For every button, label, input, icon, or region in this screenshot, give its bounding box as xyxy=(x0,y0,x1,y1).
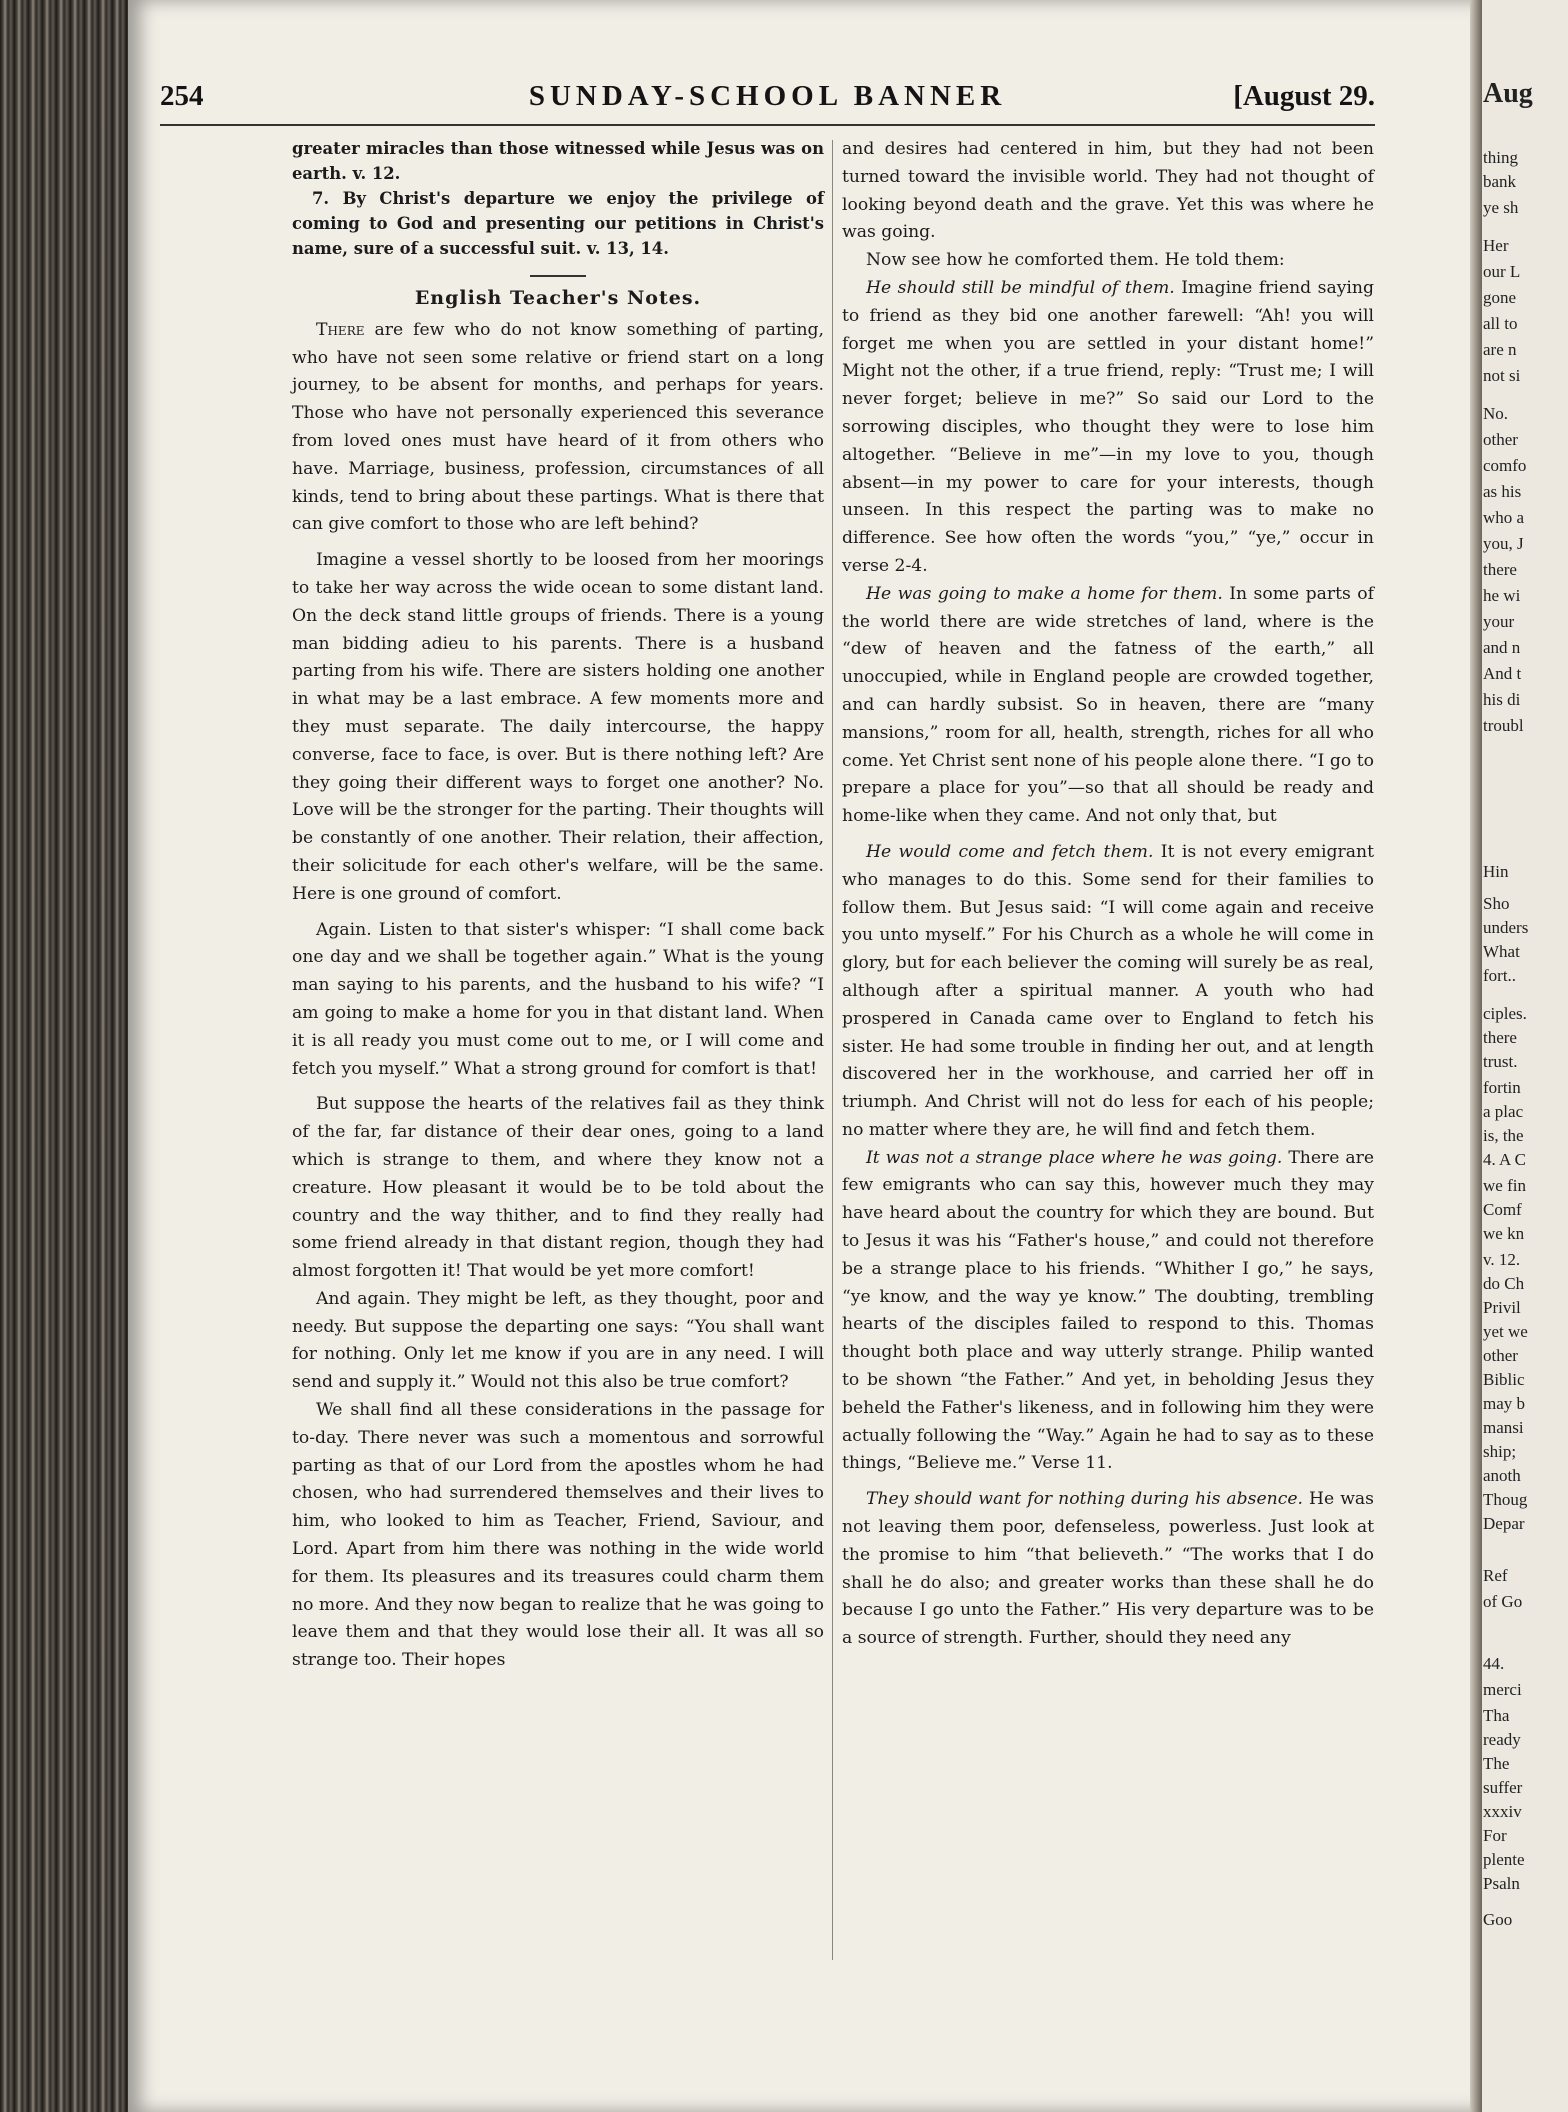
running-title: SUNDAY-SCHOOL BANNER xyxy=(528,80,1007,112)
facing-page-fragment: v. 12. xyxy=(1483,1250,1521,1269)
paragraph-text: He was not leaving them poor, defenseless, powerless. Just look at the promise to him “that believeth.” “The works that I do shall he do also; and greater works than these shall he do because I go unto the Father.” His very departure was to be a source of strength. Further, should they need any xyxy=(842,1489,1374,1649)
paragraph: But suppose the hearts of the relatives fail as they think of the far, far distance of their dear ones, going to a land which is strange to them, and where they know not a creature. How pleasant it would be to be told about the country and the way thither, and to find they really had some friend already in that distant region, though they had almost forgotten it! That would be yet more comfort! xyxy=(292,1094,824,1282)
facing-page-fragment: anoth xyxy=(1483,1466,1521,1485)
facing-page-fragment: Thoug xyxy=(1483,1490,1528,1509)
facing-page-fragment: ye sh xyxy=(1483,198,1519,217)
paragraph-text: It is not every emigrant who manages to do this. Some send for their families to follow them. But Jesus said: “I will come again and receive you unto myself.” For his Church as a whole he will come in glory, but for each believer the coming will surely be as real, although after a spiritual manner. A youth who had prospered in Canada came over to England to fetch his sister. He had some trouble in finding her out, and at length discovered her in the workhouse, and carried her off in triumph. And Christ will not do less for each of his people; no matter where they are, he will find and fetch them. xyxy=(842,841,1374,1140)
facing-page-fragment: fort.. xyxy=(1483,966,1517,985)
facing-page-fragment: of Go xyxy=(1483,1592,1523,1611)
lead-in: He would come and fetch them. xyxy=(866,841,1154,862)
paragraph xyxy=(842,1486,1374,1653)
facing-page-fragment: may b xyxy=(1483,1394,1526,1413)
facing-page-fragment: as his xyxy=(1483,482,1522,501)
facing-page-fragment: thing xyxy=(1483,148,1518,167)
facing-page-fragment: we fin xyxy=(1483,1176,1526,1195)
paragraph xyxy=(842,1145,1374,1479)
header-rule xyxy=(160,124,1375,126)
lead-in: They should want for nothing during his absence. xyxy=(866,1489,1304,1510)
facing-page-fragment: xxxiv xyxy=(1483,1802,1522,1821)
facing-page-fragment: The xyxy=(1483,1754,1510,1773)
paragraph-text: There are few emigrants who can say this, however much they may have heard about the country for which they are bound. But to Jesus it was his “Father's house,” and could not therefore be a strange place to his friends. “Whither I go,” he says, “ye know, and the way ye know.” The doubting, trembling hearts of the disciples failed to respond to this. Thomas thought both place and way utterly strange. Philip wanted to be shown “the Father.” And yet, in beholding Jesus they beheld the Father's likeness, and in following him they were actually following the “Way.” Again he had to say as to these things, “Believe me.” Verse 11. xyxy=(842,1147,1374,1474)
facing-page-fragment: Her xyxy=(1483,236,1509,255)
lead-in: He should still be mindful of them. xyxy=(866,277,1175,298)
facing-page-fragment: Tha xyxy=(1483,1706,1510,1725)
facing-page-fragment: Depar xyxy=(1483,1514,1525,1533)
facing-page-fragment: he wi xyxy=(1483,586,1521,605)
facing-page-fragment: 4. A C xyxy=(1483,1150,1526,1169)
facing-page-fragment: do Ch xyxy=(1483,1274,1525,1293)
facing-page-fragment: is, the xyxy=(1483,1126,1524,1145)
paragraph: Again. Listen to that sister's whisper: “I shall come back one day and we shall be together again.” What is the young man saying to his parents, and the husband to his wife? “I am going to make a home for you in that distant land. When it is all ready you must come out to me, or I will come and fetch you myself.” What a strong ground for comfort is that! xyxy=(292,919,824,1079)
paragraph: and desires had centered in him, but they had not been turned toward the invisible world. They had not thought of looking beyond death and the grave. Yet this was where he was going. xyxy=(842,139,1374,243)
facing-page-fragment: gone xyxy=(1483,288,1517,307)
header-date: [August 29. xyxy=(1233,80,1375,112)
facing-page-fragment: merci xyxy=(1483,1680,1522,1699)
facing-page-fragment: other xyxy=(1483,430,1518,449)
left-column xyxy=(292,136,824,1675)
facing-page-fragment: Comf xyxy=(1483,1200,1522,1219)
facing-page-fragment: there xyxy=(1483,560,1517,579)
facing-page-fragment: fortin xyxy=(1483,1078,1521,1097)
paragraph: greater miracles than those witnessed while Jesus was on earth. v. 12. xyxy=(292,139,824,183)
facing-page-fragment: For xyxy=(1483,1826,1507,1845)
paragraph-text: are few who do not know something of parting, who have not seen some relative or friend start on a long journey, to be absent for months, and perhaps for years. Those who have not personally experienced this severance from loved ones must have heard of it from others who have. Marriage, business, profession, circumstances of all kinds, tend to bring about these partings. What is there that can give comfort to those who are left behind? xyxy=(292,319,824,535)
facing-page-fragment: you, J xyxy=(1483,534,1524,553)
paragraph xyxy=(842,581,1374,831)
facing-page-fragment: ciples. xyxy=(1483,1004,1527,1023)
facing-page-fragment: Psaln xyxy=(1483,1874,1520,1893)
facing-page-fragment: trust. xyxy=(1483,1052,1518,1071)
facing-page-fragment: other xyxy=(1483,1346,1518,1365)
facing-page-fragment: his di xyxy=(1483,690,1521,709)
section-rule xyxy=(530,275,586,277)
facing-page-fragment: mansi xyxy=(1483,1418,1524,1437)
paragraph-text: Imagine friend saying to friend as they bid one another farewell: “Ah! you will forget me when you are settled in your distant home!” Might not the other, if a true friend, reply: “Trust me; I will never forget; believe in me?” So said our Lord to the sorrowing disciples, who thought they were to lose him altogether. “Believe in me”—in my love to you, though absent—in my power to care for your interests, though unseen. In this respect the parting was to make no difference. See how often the words “you,” “ye,” occur in verse 2-4. xyxy=(842,277,1374,576)
right-column xyxy=(842,136,1374,1653)
column-divider xyxy=(832,140,833,1960)
lead-in: He was going to make a home for them. xyxy=(866,583,1223,604)
lead-in: It was not a strange place where he was going. xyxy=(866,1147,1283,1168)
paragraph: Imagine a vessel shortly to be loosed from her moorings to take her way across the wide ocean to some distant land. On the deck stand little groups of friends. There is a young man bidding adieu to his parents. There is a husband parting from his wife. There are sisters holding one another in what may be a last embrace. A few moments more and they must separate. The daily intercourse, the happy converse, face to face, is over. But is there nothing left? Are they going their different ways to forget one another? No. Love will be the stronger for the parting. Their thoughts will be constantly of one another. Their relation, their affection, their solicitude for each other's welfare, will be the same. Here is one ground of comfort. xyxy=(292,550,824,904)
facing-page-fragment: a plac xyxy=(1483,1102,1524,1121)
facing-page-fragment: Biblic xyxy=(1483,1370,1525,1389)
facing-page-fragment: there xyxy=(1483,1028,1517,1047)
paragraph: 7. By Christ's departure we enjoy the privilege of coming to God and presenting our petitions in Christ's name, sure of a successful suit. v. 13, 14. xyxy=(292,189,824,258)
facing-page-fragment: yet we xyxy=(1483,1322,1528,1341)
paragraph xyxy=(842,839,1374,1145)
facing-page-fragment: we kn xyxy=(1483,1224,1525,1243)
page-gutter xyxy=(1470,0,1482,2112)
paragraph xyxy=(292,317,824,539)
facing-page-fragment: and n xyxy=(1483,638,1521,657)
facing-page-fragment: are n xyxy=(1483,340,1517,359)
section-heading: English Teacher's Notes. xyxy=(414,287,702,309)
facing-page-fragment: comfo xyxy=(1483,456,1527,475)
paragraph: We shall find all these considerations in the passage for to-day. There never was such a momentous and sorrowful parting as that of our Lord from the apostles whom he had chosen, who had surrendered themselves and their lives to him, who looked to him as Teacher, Friend, Saviour, and Lord. Apart from him there was nothing in the wide world for them. Its pleasures and its treasures could charm them no more. And they now began to realize that he was going to leave them and that they would lose their all. It was all so strange too. Their hopes xyxy=(292,1400,824,1671)
facing-page xyxy=(1482,0,1568,2112)
facing-page-fragment: 44. xyxy=(1483,1654,1505,1673)
drop-word: There xyxy=(316,319,365,340)
facing-page-fragment: plente xyxy=(1483,1850,1525,1869)
facing-page-fragment: Goo xyxy=(1483,1910,1513,1929)
facing-page-fragment: Sho xyxy=(1483,894,1510,913)
facing-page-fragment: who a xyxy=(1483,508,1525,527)
paragraph-text: In some parts of the world there are wide stretches of land, where is the “dew of heaven and the fatness of the earth,” all unoccupied, while in England people are crowded together, and can hardly subsist. So in heaven, there are “many mansions,” room for all, health, strength, riches for all who come. Yet Christ sent none of his people alone there. “I go to prepare a place for you”—so that all should be ready and home-like when they came. And not only that, but xyxy=(842,583,1374,827)
facing-page-fragment: all to xyxy=(1483,314,1518,333)
page-number: 254 xyxy=(160,80,204,112)
facing-page-fragment: Hin xyxy=(1483,862,1509,881)
page-header xyxy=(160,80,1375,130)
facing-page-fragment: Ref xyxy=(1483,1566,1508,1585)
paragraph: Now see how he comforted them. He told them: xyxy=(866,250,1285,271)
facing-page-fragment: And t xyxy=(1483,664,1522,683)
facing-page-fragment: ready xyxy=(1483,1730,1521,1749)
facing-page-fragment: our L xyxy=(1483,262,1521,281)
facing-page-fragment: ship; xyxy=(1483,1442,1517,1461)
facing-page-fragment: suffer xyxy=(1483,1778,1523,1797)
paragraph: And again. They might be left, as they thought, poor and needy. But suppose the departing one says: “You shall want for nothing. Only let me know if you are in any need. I will send and supply it.” Would not this also be true comfort? xyxy=(292,1288,824,1393)
facing-page-fragment: not si xyxy=(1483,366,1521,385)
facing-page-fragment: Aug xyxy=(1483,78,1533,109)
facing-page-fragment: your xyxy=(1483,612,1515,631)
facing-page-fragment: No. xyxy=(1483,404,1509,423)
paragraph xyxy=(842,275,1374,581)
facing-page-fragment: Privil xyxy=(1483,1298,1521,1317)
facing-page-fragment: What xyxy=(1483,942,1520,961)
facing-page-fragment: bank xyxy=(1483,172,1517,191)
facing-page-fragment: unders xyxy=(1483,918,1529,937)
facing-page-fragment: troubl xyxy=(1483,716,1524,735)
book-edge xyxy=(0,0,128,2112)
